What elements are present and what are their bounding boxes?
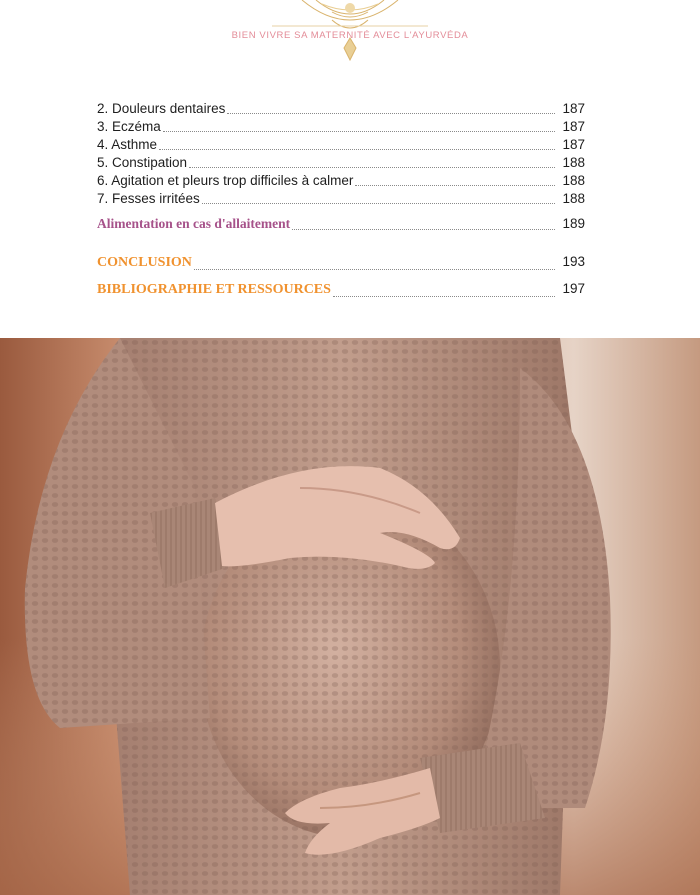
toc-entry-title: 2. Douleurs dentaires	[97, 101, 226, 116]
toc-entry-page: 187	[562, 101, 585, 116]
toc-entry-title: 7. Fesses irritées	[97, 191, 200, 206]
toc-entry-title: 4. Asthme	[97, 137, 158, 152]
toc-chapter-bibliography[interactable]	[97, 277, 585, 301]
dot-leader	[292, 229, 555, 230]
toc-entry[interactable]	[97, 190, 585, 208]
toc-entry[interactable]	[97, 154, 585, 172]
dot-leader	[189, 167, 555, 168]
dot-leader	[333, 296, 555, 297]
toc-chapter-title: CONCLUSION	[97, 255, 192, 270]
toc-entry-page: 188	[562, 173, 585, 188]
toc-chapter-page: 197	[562, 281, 585, 296]
toc-entry-title: 3. Eczéma	[97, 119, 161, 134]
toc-subheading-title: Alimentation en cas d'allaitement	[97, 216, 291, 231]
toc-subheading-page: 189	[562, 216, 585, 231]
toc-entry[interactable]	[97, 118, 585, 136]
toc-entry-title: 5. Constipation	[97, 155, 188, 170]
dot-leader	[227, 113, 555, 114]
toc-chapter-conclusion[interactable]	[97, 250, 585, 274]
toc-chapter-title: BIBLIOGRAPHIE ET RESSOURCES	[97, 282, 331, 297]
toc-entry[interactable]	[97, 100, 585, 118]
dot-leader	[202, 203, 555, 204]
toc-entry-page: 187	[562, 137, 585, 152]
toc-entry[interactable]	[97, 172, 585, 190]
toc-subheading[interactable]	[97, 214, 585, 234]
running-header: BIEN VIVRE SA MATERNITÉ AVEC L'AYURVÉDA	[231, 30, 469, 41]
toc-entry[interactable]	[97, 136, 585, 154]
toc-entry-page: 188	[562, 191, 585, 206]
toc-entry-page: 187	[562, 119, 585, 134]
toc-entry-page: 188	[562, 155, 585, 170]
pregnant-woman-knit-sweater-photo	[0, 338, 700, 895]
toc-chapter-page: 193	[562, 254, 585, 269]
dot-leader	[355, 185, 555, 186]
dot-leader	[163, 131, 555, 132]
table-of-contents	[97, 100, 585, 301]
dot-leader	[194, 269, 555, 270]
toc-entry-title: 6. Agitation et pleurs trop difficiles à calmer	[97, 173, 354, 188]
dot-leader	[159, 149, 555, 150]
